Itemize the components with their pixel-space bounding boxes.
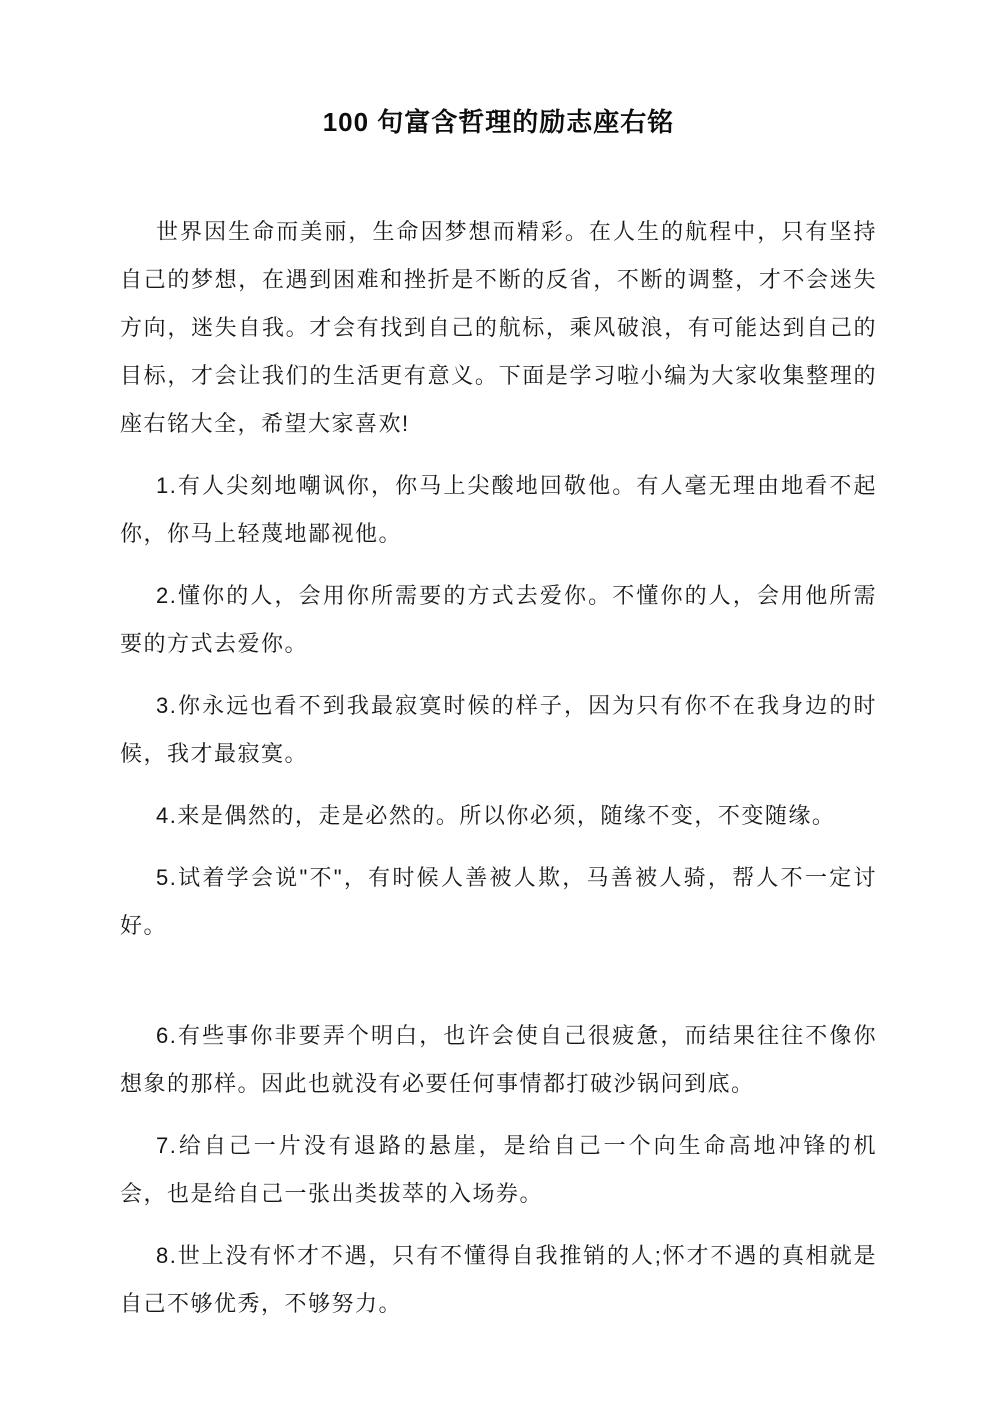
motto-item-2: 2.懂你的人，会用你所需要的方式去爱你。不懂你的人，会用他所需要的方式去爱你。	[120, 583, 877, 656]
intro-paragraph: 世界因生命而美丽，生命因梦想而精彩。在人生的航程中，只有坚持自己的梦想，在遇到困难和挫折是不断的反省，不断的调整，才不会迷失方向，迷失自我。才会有找到自己的航标，乘风破浪，有可能达到自己的目标，才会让我们的生活更有意义。下面是学习啦小编为大家收集整理的座右铭大全，希望大家喜欢!	[120, 219, 877, 436]
motto-item-7: 7.给自己一片没有退路的悬崖，是给自己一个向生命高地冲锋的机会，也是给自己一张出类拔萃的入场券。	[120, 1133, 877, 1206]
motto-item-6: 6.有些事你非要弄个明白，也许会使自己很疲惫，而结果往往不像你想象的那样。因此也就没有必要任何事情都打破沙锅问到底。	[120, 1023, 877, 1096]
document-title: 100 句富含哲理的励志座右铭	[322, 107, 675, 137]
motto-item-8: 8.世上没有怀才不遇，只有不懂得自我推销的人;怀才不遇的真相就是自己不够优秀，不够努力。	[120, 1243, 877, 1316]
motto-item-3: 3.你永远也看不到我最寂寞时候的样子，因为只有你不在我身边的时候，我才最寂寞。	[120, 693, 877, 766]
motto-item-4: 4.来是偶然的，走是必然的。所以你必须，随缘不变，不变随缘。	[156, 803, 836, 828]
motto-item-1: 1.有人尖刻地嘲讽你，你马上尖酸地回敬他。有人毫无理由地看不起你，你马上轻蔑地鄙视他。	[120, 473, 877, 546]
motto-item-5: 5.试着学会说"不"，有时候人善被人欺，马善被人骑，帮人不一定讨好。	[120, 865, 877, 938]
